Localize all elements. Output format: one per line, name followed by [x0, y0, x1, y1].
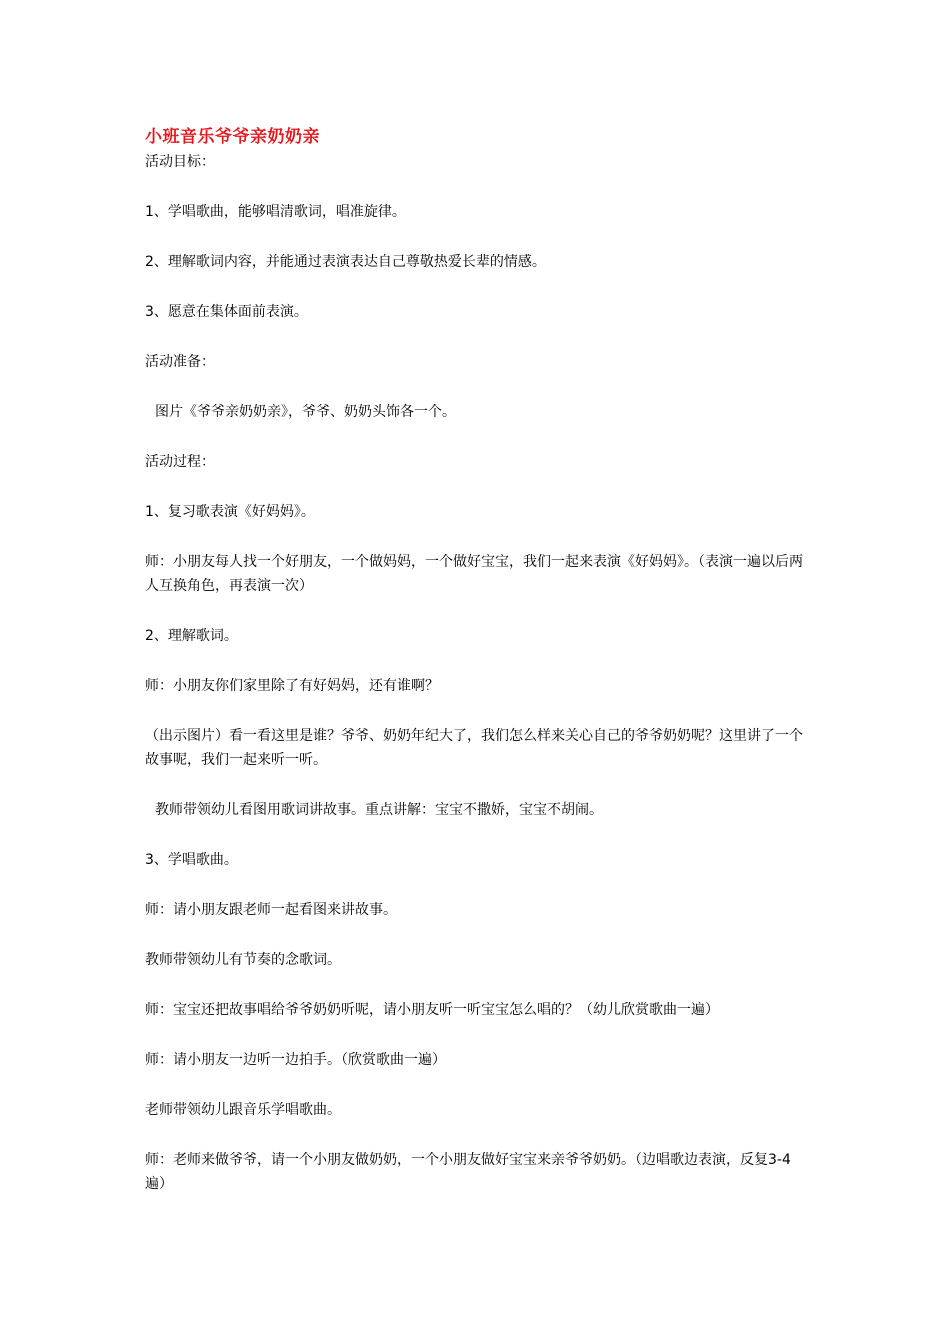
- process-paragraph: 教师带领幼儿有节奏的念歌词。: [145, 952, 341, 968]
- process-paragraph: 教师带领幼儿看图用歌词讲故事。重点讲解：宝宝不撒娇，宝宝不胡闹。: [155, 802, 603, 818]
- goal-item-1: 1、学唱歌曲，能够唱清歌词，唱准旋律。: [145, 204, 406, 220]
- goal-item-2: 2、理解歌词内容，并能通过表演表达自己尊敬热爱长辈的情感。: [145, 254, 546, 270]
- process-step-1: 1、复习歌表演《好妈妈》。: [145, 504, 315, 520]
- goal-item-3: 3、愿意在集体面前表演。: [145, 304, 308, 320]
- process-step-2: 2、理解歌词。: [145, 628, 238, 644]
- process-paragraph: 师：请小朋友跟老师一起看图来讲故事。: [145, 902, 397, 918]
- process-paragraph: 师：小朋友你们家里除了有好妈妈，还有谁啊？: [145, 678, 439, 694]
- section-heading-goals: 活动目标：: [145, 154, 215, 170]
- document-title: 小班音乐爷爷亲奶奶亲: [145, 127, 320, 147]
- process-paragraph: （出示图片）看一看这里是谁？爷爷、奶奶年纪大了，我们怎么样来关心自己的爷爷奶奶呢？这里讲了一个故事呢，我们一起来听一听。: [145, 728, 803, 768]
- section-heading-process: 活动过程：: [145, 454, 215, 470]
- process-paragraph: 师：小朋友每人找一个好朋友，一个做妈妈，一个做好宝宝，我们一起来表演《好妈妈》。（表演一遍以后两人互换角色，再表演一次）: [145, 554, 803, 594]
- process-paragraph: 老师带领幼儿跟音乐学唱歌曲。: [145, 1102, 341, 1118]
- process-step-3: 3、学唱歌曲。: [145, 852, 238, 868]
- preparation-text: 图片《爷爷亲奶奶亲》，爷爷、奶奶头饰各一个。: [155, 404, 456, 420]
- document-page: [145, 124, 810, 1222]
- process-paragraph: 师：请小朋友一边听一边拍手。（欣赏歌曲一遍）: [145, 1052, 446, 1068]
- section-heading-preparation: 活动准备：: [145, 354, 215, 370]
- process-paragraph: 师：宝宝还把故事唱给爷爷奶奶听呢，请小朋友听一听宝宝怎么唱的？（幼儿欣赏歌曲一遍）: [145, 1002, 719, 1018]
- process-paragraph: 师：老师来做爷爷，请一个小朋友做奶奶，一个小朋友做好宝宝来亲爷爷奶奶。（边唱歌边表演，反复3-4遍）: [145, 1152, 791, 1192]
